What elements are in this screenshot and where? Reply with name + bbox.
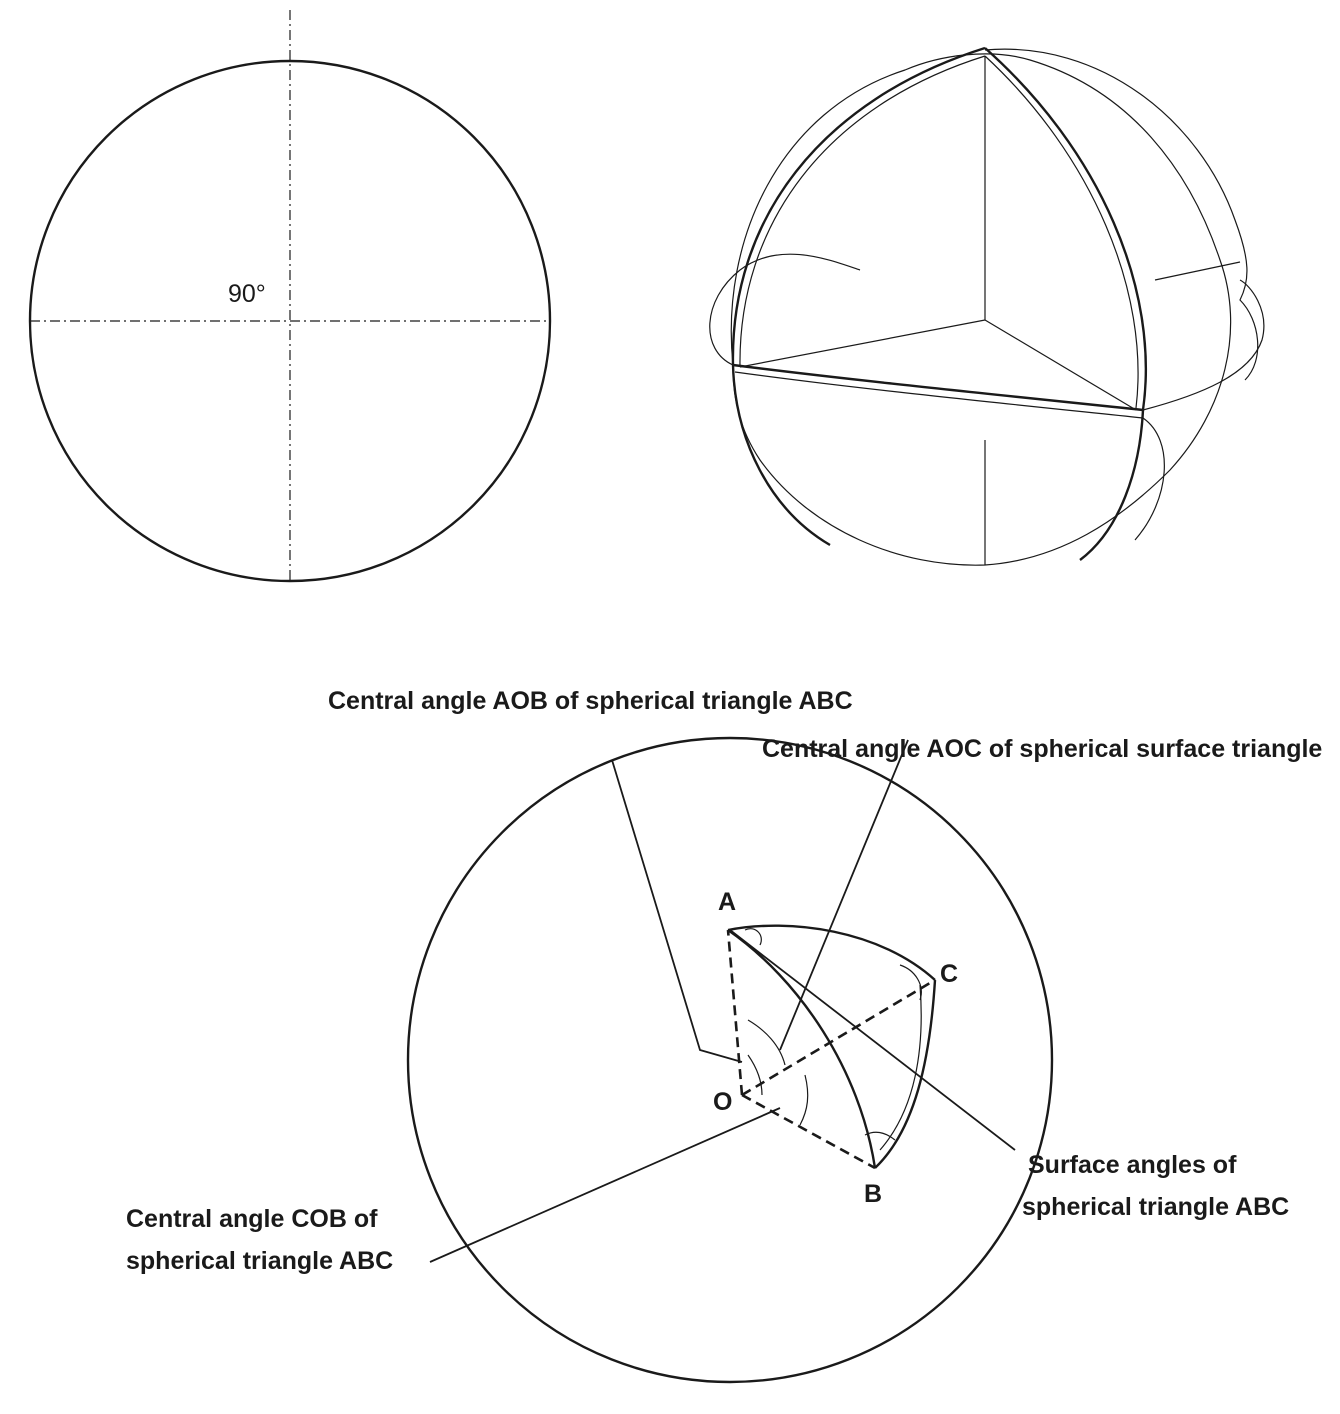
arc-a-to-b [728, 930, 875, 1168]
outer-sphere [408, 738, 1052, 1382]
point-a-label: A [718, 888, 737, 916]
callout-aob: Central angle AOB of spherical triangle ABC [328, 687, 853, 715]
meridian-right [985, 48, 1146, 410]
callout-cob-line1: Central angle COB of [126, 1205, 378, 1233]
meridian-lower-left [733, 365, 830, 545]
leader-cob [430, 1108, 780, 1262]
figure-octant-sphere [710, 48, 1264, 565]
radius-oa [728, 930, 742, 1095]
angle-aob-arc [748, 1055, 762, 1095]
figure-circle-axes [30, 10, 550, 582]
callout-surface-line1: Surface angles of [1028, 1151, 1237, 1179]
leader-aoc [780, 740, 908, 1050]
radius-ob [742, 1095, 875, 1168]
equator-front [733, 365, 1143, 410]
meridian-left-inner [740, 56, 985, 367]
point-b-label: B [864, 1180, 883, 1208]
meridian-lower-right [1080, 410, 1143, 560]
sphere-silhouette [731, 54, 1230, 565]
right-angle-label: 90° [228, 280, 266, 308]
angle-cob-arc [800, 1075, 808, 1125]
figure-spherical-triangle [126, 687, 1322, 1382]
point-o-label: O [713, 1088, 733, 1116]
callout-surface-line2: spherical triangle ABC [1022, 1193, 1290, 1221]
point-c-label: C [940, 960, 959, 988]
equator-front-inner [735, 372, 1143, 418]
meridian-left [733, 48, 985, 365]
callout-cob-line2: spherical triangle ABC [126, 1247, 394, 1275]
radius-oc [742, 980, 935, 1095]
equator-right-back [1143, 280, 1264, 410]
angle-aoc-arc [748, 1020, 785, 1065]
callout-aoc: Central angle AOC of spherical surface triangle [762, 735, 1323, 763]
radius-left [740, 320, 985, 367]
meridian-right-inner [985, 56, 1138, 408]
arc-c-to-b [875, 980, 935, 1168]
back-edge [1155, 262, 1240, 280]
